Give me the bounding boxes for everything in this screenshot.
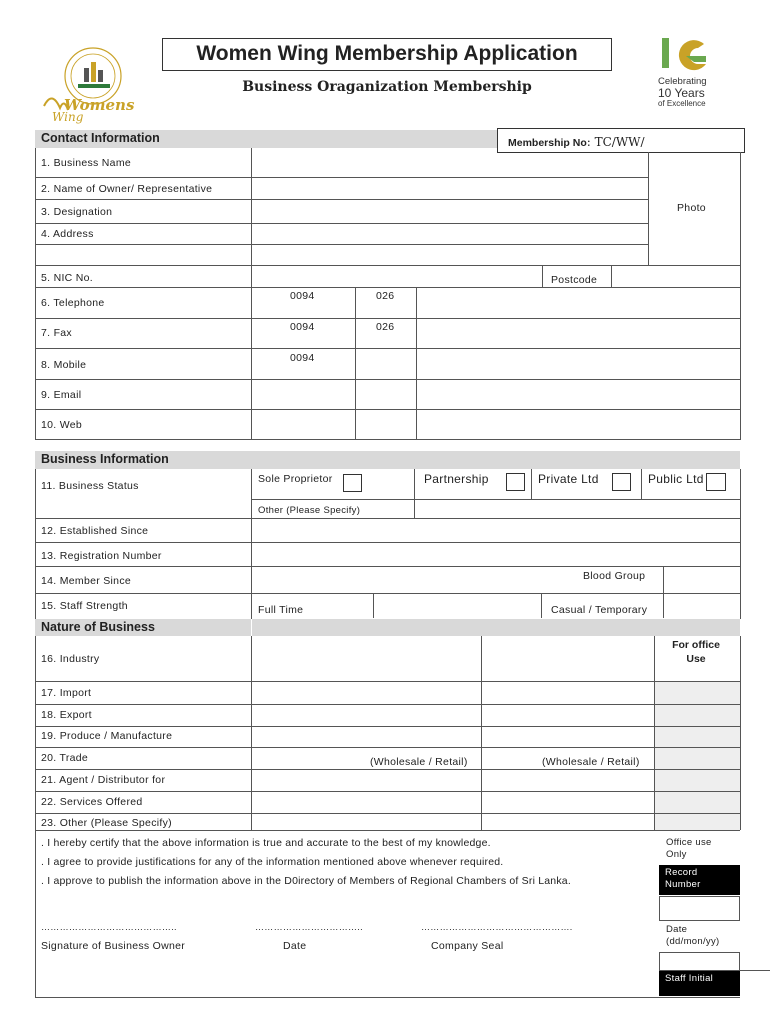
label-registration-number: 13. Registration Number xyxy=(41,550,162,562)
field-record-number[interactable] xyxy=(659,896,740,921)
field-other-status[interactable] xyxy=(416,500,740,518)
label-industry: 16. Industry xyxy=(41,653,100,665)
status-sole-proprietor-checkbox[interactable] xyxy=(343,474,362,492)
membership-no-label: Membership No: TC/WW/ xyxy=(508,135,645,149)
label-export: 18. Export xyxy=(41,709,92,721)
field-postcode[interactable] xyxy=(612,266,740,287)
status-public-ltd-checkbox[interactable] xyxy=(706,473,726,491)
declaration-line-2: . I agree to provide justifications for any of the information mentioned above whenever required. xyxy=(41,856,504,868)
status-private-ltd-label: Private Ltd xyxy=(538,472,599,486)
label-business-name: 1. Business Name xyxy=(41,157,132,169)
casual-temporary-label: Casual / Temporary xyxy=(551,604,648,616)
label-services: 22. Services Offered xyxy=(41,796,143,808)
signature-label: Signature of Business Owner xyxy=(41,940,186,952)
staff-initial-label: Staff Initial xyxy=(659,971,740,996)
page-subtitle: Business Oraganization Membership xyxy=(242,79,532,95)
label-fax: 7. Fax xyxy=(41,327,72,339)
postcode-label: Postcode xyxy=(551,274,598,286)
field-mobile[interactable] xyxy=(417,349,740,378)
label-mobile: 8. Mobile xyxy=(41,359,87,371)
label-business-status: 11. Business Status xyxy=(41,480,139,492)
field-business-name[interactable] xyxy=(252,150,648,177)
field-industry-1[interactable] xyxy=(252,637,480,681)
membership-no-value: : TC/WW/ xyxy=(586,135,645,149)
field-designation[interactable] xyxy=(252,200,648,223)
field-member-since[interactable] xyxy=(252,567,575,593)
mobile-country-code: 0094 xyxy=(290,352,315,364)
field-casual-temporary[interactable] xyxy=(664,594,740,618)
label-import: 17. Import xyxy=(41,687,92,699)
logo-ten-years: 10 Years xyxy=(658,86,705,100)
signature-dots: …………………………………….. xyxy=(41,922,177,932)
label-agent: 21. Agent / Distributor for xyxy=(41,774,166,786)
declaration-line-3: . I approve to publish the information above in the D0irectory of Members of Regional Chambers of Sri Lanka. xyxy=(41,875,571,887)
status-public-ltd-label: Public Ltd xyxy=(648,472,704,486)
logo-celebrating: Celebrating xyxy=(658,76,707,87)
fax-country-code: 0094 xyxy=(290,321,315,333)
label-address: 4. Address xyxy=(41,228,94,240)
label-designation: 3. Designation xyxy=(41,206,113,218)
status-partnership-checkbox[interactable] xyxy=(506,473,525,491)
field-owner-name[interactable] xyxy=(252,178,648,199)
label-trade: 20. Trade xyxy=(41,752,89,764)
field-fax[interactable] xyxy=(417,319,740,348)
field-registration-number[interactable] xyxy=(252,543,740,566)
label-established-since: 12. Established Since xyxy=(41,525,149,537)
status-partnership-label: Partnership xyxy=(424,472,489,486)
right-logo xyxy=(656,36,722,112)
company-seal-label: Company Seal xyxy=(431,940,504,952)
trade-wholesale-retail-2: (Wholesale / Retail) xyxy=(542,756,640,768)
field-office-date[interactable] xyxy=(659,952,740,971)
label-web: 10. Web xyxy=(41,419,83,431)
field-full-time[interactable] xyxy=(374,594,540,618)
label-nic: 5. NIC No. xyxy=(41,272,94,284)
photo-label: Photo xyxy=(677,202,706,214)
ten-years-logo-icon xyxy=(656,36,716,74)
contact-section-header: Contact Information xyxy=(35,130,740,148)
label-other: 23. Other (Please Specify) xyxy=(41,817,172,829)
label-member-since: 14. Member Since xyxy=(41,575,132,587)
status-private-ltd-checkbox[interactable] xyxy=(612,473,631,491)
label-produce: 19. Produce / Manufacture xyxy=(41,730,173,742)
field-email[interactable] xyxy=(252,380,740,409)
nature-section-header: Nature of Business xyxy=(35,619,251,636)
page-title: Women Wing Membership Application xyxy=(196,42,578,65)
status-sole-proprietor-label: Sole Proprietor xyxy=(258,473,333,485)
seal-dots: …………………………………………. xyxy=(421,922,573,932)
date-label: Date xyxy=(283,940,307,952)
logo-women-text: Womens xyxy=(64,96,135,114)
label-email: 9. Email xyxy=(41,389,82,401)
fax-area-code: 026 xyxy=(376,321,395,333)
office-use-only-label: Office use Only xyxy=(660,835,740,863)
logo-wing-text: Wing xyxy=(52,110,84,124)
label-owner-name: 2. Name of Owner/ Representative xyxy=(41,183,213,195)
other-specify-label: Other (Please Specify) xyxy=(258,505,361,516)
date-office-label: Date (dd/mon/yy) xyxy=(660,922,740,952)
office-use-header: For office Use xyxy=(672,639,720,665)
date-dots: …………………………….. xyxy=(255,922,363,932)
field-established-since[interactable] xyxy=(252,519,740,542)
trade-wholesale-retail-1: (Wholesale / Retail) xyxy=(370,756,468,768)
business-section-header: Business Information xyxy=(35,451,740,469)
field-industry-2[interactable] xyxy=(482,637,653,681)
declaration-line-1: . I hereby certify that the above information is true and accurate to the best of my knowledge. xyxy=(41,837,491,849)
field-nic[interactable] xyxy=(252,266,542,287)
label-staff-strength: 15. Staff Strength xyxy=(41,600,128,612)
left-logo xyxy=(38,40,138,128)
label-telephone: 6. Telephone xyxy=(41,297,105,309)
blood-group-label: Blood Group xyxy=(583,570,646,582)
record-number-label: Record Number xyxy=(659,865,740,895)
full-time-label: Full Time xyxy=(258,604,304,616)
logo-excellence: of Excellence xyxy=(658,99,706,108)
field-telephone[interactable] xyxy=(417,288,740,317)
telephone-area-code: 026 xyxy=(376,290,395,302)
telephone-country-code: 0094 xyxy=(290,290,315,302)
nature-header-fill xyxy=(252,619,740,636)
field-blood-group[interactable] xyxy=(664,567,740,593)
field-web[interactable] xyxy=(252,410,740,439)
